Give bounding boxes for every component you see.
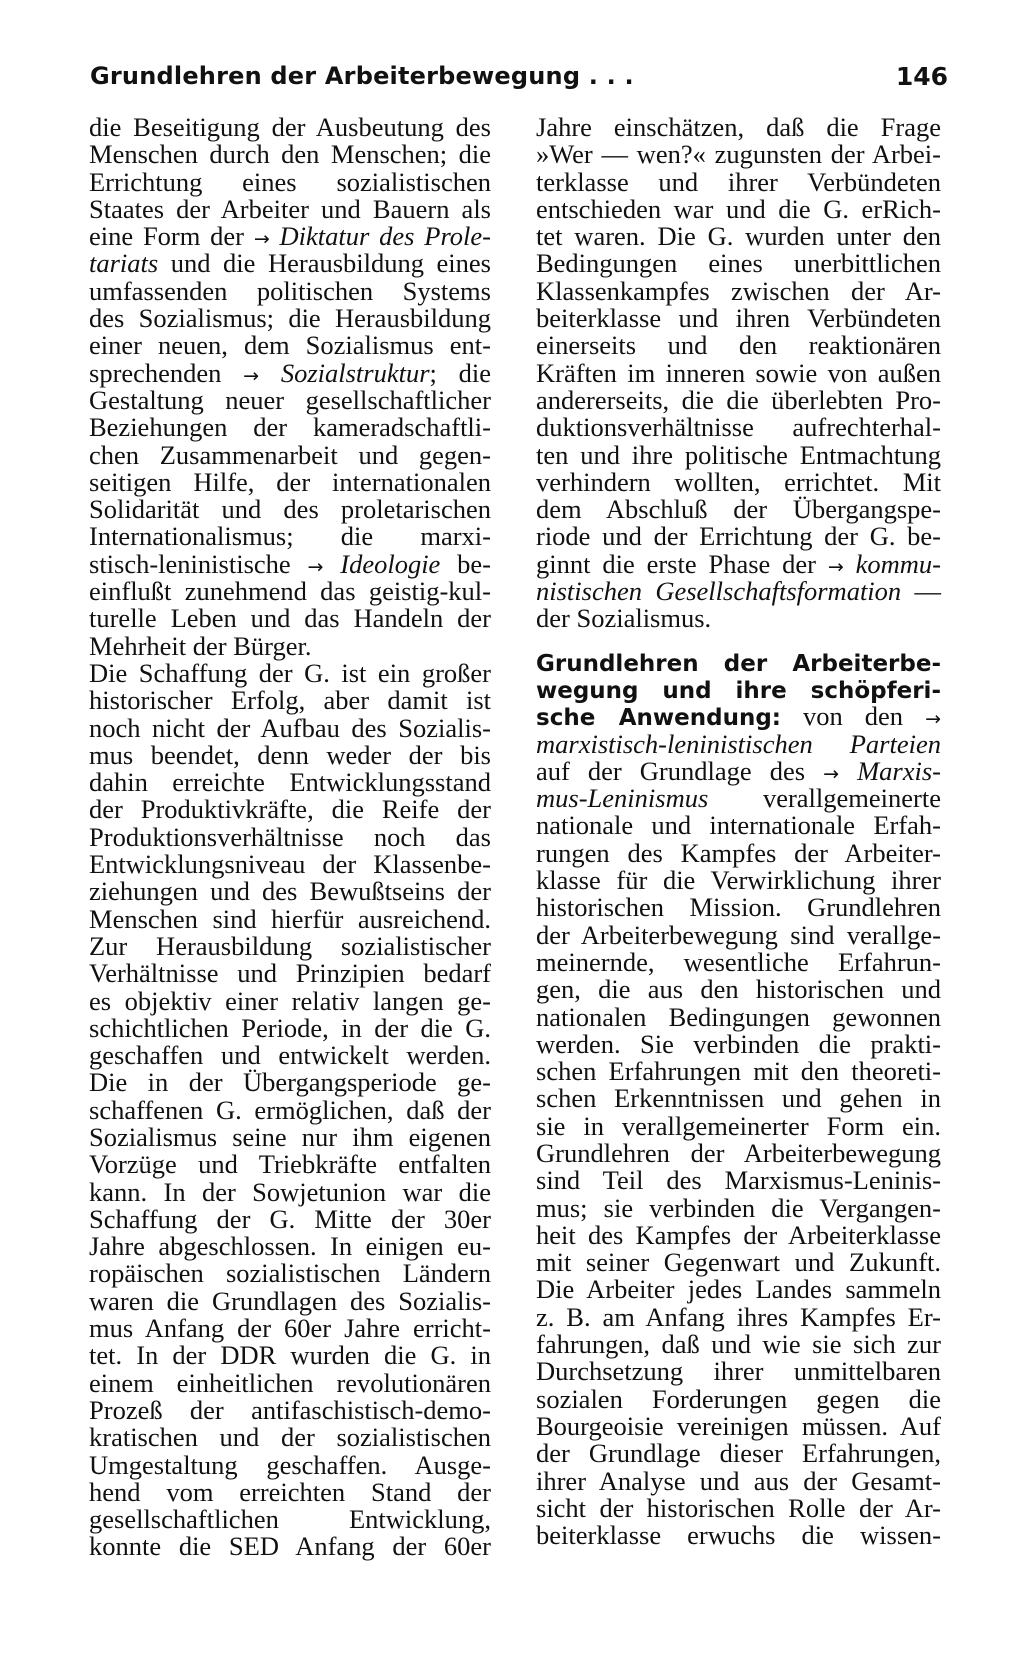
text-line: andererseits, die die überlebten Pro- — [536, 384, 941, 415]
text-line: schen Erkenntnissen und gehen in — [536, 1083, 941, 1114]
cross-reference-arrow-icon: → — [925, 708, 942, 731]
right-column — [536, 114, 941, 1549]
text-fragment: und die Herausbildung eines — [158, 248, 491, 279]
text-line: historischen Mission. Grundlehren — [536, 892, 941, 923]
cross-reference-term[interactable]: marxistisch-leninistischen Parteien — [536, 728, 941, 759]
text-line — [89, 250, 491, 277]
entry-heading-line — [536, 649, 941, 676]
text-line: sozialen Forderungen gegen die — [536, 1383, 941, 1414]
text-fragment: auf der Grundlage des — [536, 755, 824, 786]
text-line: gen, die aus den historischen und — [536, 974, 941, 1005]
text-line: waren die Grundlagen des Sozialis- — [89, 1285, 491, 1316]
text-line: die Beseitigung der Ausbeutung des — [89, 112, 491, 142]
text-line: fahrungen, daß und wie sie sich zur — [536, 1329, 941, 1360]
text-line: Zur Herausbildung sozialistischer — [89, 930, 491, 961]
text-line: rungen des Kampfes der Arbeiter- — [536, 837, 941, 868]
text-line: Die Arbeiter jedes Landes sammeln — [536, 1274, 941, 1305]
text-line: ziehungen und des Bewußtseins der — [89, 876, 491, 907]
text-line: werden. Sie verbinden die prakti- — [536, 1028, 941, 1059]
text-line: kratischen und der sozialistischen — [89, 1422, 491, 1453]
left-column — [89, 114, 491, 1561]
text-line — [536, 755, 941, 786]
text-fragment: ; die — [429, 357, 492, 388]
text-line: duktionsverhältnisse aufrechterhal- — [536, 412, 941, 443]
text-line: Beziehungen der kameradschaftli- — [89, 412, 491, 443]
text-line: Mehrheit der Bürger. — [89, 630, 312, 661]
text-line: einem einheitlichen revolutionären — [89, 1367, 491, 1398]
text-line: Entwicklungsniveau der Klassenbe- — [89, 849, 491, 880]
text-line — [89, 223, 491, 250]
text-line: geschaffen und entwickelt werden. — [89, 1040, 491, 1071]
text-line: der Arbeiterbewegung sind verallge- — [536, 919, 941, 950]
entry-heading: wegung und ihre schöpferi- — [536, 677, 941, 704]
text-line: mus; sie verbinden die Vergangen- — [536, 1192, 941, 1223]
cross-reference-arrow-icon: → — [823, 762, 840, 785]
text-line: mus Anfang der 60er Jahre erricht- — [89, 1313, 491, 1344]
cross-reference-term[interactable]: Ideologie — [340, 548, 441, 579]
text-line: umfassenden politischen Systems — [89, 275, 491, 306]
text-line: Schaffung der G. Mitte der 30er — [89, 1203, 491, 1234]
text-line — [89, 357, 492, 388]
text-line: noch nicht der Aufbau des Sozialis- — [89, 712, 491, 743]
text-line: verhindern wollten, errichtet. Mit — [536, 466, 941, 497]
text-line: Prozeß der antifaschistisch-demo- — [89, 1394, 491, 1425]
text-line: chen Zusammenarbeit und gegen- — [89, 439, 491, 470]
text-fragment: ginnt die erste Phase der — [536, 548, 828, 579]
text-line — [536, 728, 941, 759]
cross-reference-arrow-icon: → — [253, 228, 270, 251]
text-line: Errichtung eines sozialistischen — [89, 166, 491, 197]
text-line: terklasse und ihrer Verbündeten — [536, 166, 941, 197]
cross-reference-term[interactable]: Sozialstruktur — [280, 357, 430, 388]
text-line: schen Erfahrungen mit den theoreti- — [536, 1056, 941, 1087]
text-line: beiterklasse und ihren Verbündeten — [536, 303, 941, 334]
text-line: hend vom erreichten Stand der — [89, 1476, 491, 1507]
text-line: sicht der historischen Rolle der Ar- — [536, 1492, 941, 1523]
text-line: Staates der Arbeiter und Bauern als — [89, 193, 491, 224]
running-head — [90, 62, 948, 102]
cross-reference-arrow-icon: → — [243, 364, 260, 387]
cross-reference-term[interactable]: kommu- — [855, 548, 941, 579]
text-line: einerseits und den reaktionären — [536, 330, 941, 361]
text-line: Bedingungen eines unerbittlichen — [536, 248, 941, 279]
entry-heading-line — [536, 703, 941, 730]
cross-reference-term[interactable]: nistischen Gesellschaftsformation — [536, 576, 902, 607]
text-line: Menschen durch den Menschen; die — [89, 139, 491, 170]
text-line: Kräften im inneren sowie von außen — [536, 357, 941, 388]
text-line: ten und ihre politische Entmachtung — [536, 439, 941, 470]
text-line: konnte die SED Anfang der 60er — [89, 1531, 491, 1562]
text-line: turelle Leben und das Handeln der — [89, 603, 491, 634]
text-fragment: von den — [780, 701, 904, 732]
text-line: historischer Erfolg, aber damit ist — [89, 685, 491, 716]
text-fragment: stisch-leninistische — [89, 548, 308, 579]
text-line — [536, 578, 941, 605]
cross-reference-term[interactable]: tariats — [89, 248, 159, 279]
text-line: mit seiner Gegenwart und Zukunft. — [536, 1247, 941, 1278]
text-line: tet waren. Die G. wurden unter den — [536, 221, 941, 252]
text-line: dahin erreichte Entwicklungsstand — [89, 767, 491, 798]
text-line: Jahre abgeschlossen. In einigen eu- — [89, 1231, 491, 1262]
text-line: riode und der Errichtung der G. be- — [536, 521, 941, 552]
text-fragment: be- — [440, 548, 491, 579]
text-line: klasse für die Verwirklichung ihrer — [536, 865, 941, 896]
text-line: dem Abschluß der Übergangspe- — [536, 494, 941, 525]
text-fragment: sprechenden — [89, 357, 244, 388]
text-line: Klassenkampfes zwischen der Ar- — [536, 275, 941, 306]
text-line: Durchsetzung ihrer unmittelbaren — [536, 1356, 941, 1387]
text-line: des Sozialismus; die Herausbildung — [89, 303, 491, 334]
entry-heading: sche Anwendung: — [536, 705, 781, 732]
cross-reference-term[interactable]: Marxis- — [857, 755, 941, 786]
text-line: Internationalismus; die marxi- — [89, 521, 491, 552]
text-line: entschieden war und die G. erRich- — [536, 193, 941, 224]
text-line: einer neuen, dem Sozialismus ent- — [89, 330, 491, 361]
text-line: Bourgeoisie vereinigen müssen. Auf — [536, 1410, 941, 1441]
text-line: nationale und internationale Erfah- — [536, 810, 941, 841]
text-line — [89, 548, 491, 579]
text-line: gesellschaftlichen Entwicklung, — [89, 1504, 491, 1535]
text-line: z. B. am Anfang ihres Kampfes Er- — [536, 1301, 941, 1332]
running-head-title: Grundlehren der Arbeiterbewegung . . . — [90, 62, 634, 90]
cross-reference-term[interactable]: Diktatur des Prole- — [279, 221, 491, 252]
text-line: Die in der Übergangsperiode ge- — [89, 1067, 491, 1098]
text-line: Menschen sind hierfür ausreichend. — [89, 903, 491, 934]
page-number: 146 — [895, 62, 948, 91]
cross-reference-arrow-icon: → — [827, 555, 844, 578]
text-line: ihrer Analyse und aus der Gesamt- — [536, 1465, 941, 1496]
text-line: der Grundlage dieser Erfahrungen, — [536, 1438, 941, 1469]
text-line: kann. In der Sowjetunion war die — [89, 1176, 491, 1207]
text-line: nationalen Bedingungen gewonnen — [536, 1001, 941, 1032]
text-line: heit des Kampfes der Arbeiterklasse — [536, 1219, 941, 1250]
text-line: Verhältnisse und Prinzipien bedarf — [89, 958, 491, 989]
text-line: tet. In der DDR wurden die G. in — [89, 1340, 491, 1371]
text-line: Sozialismus seine nur ihm eigenen — [89, 1121, 491, 1152]
cross-reference-term[interactable]: mus-Leninismus — [536, 783, 709, 814]
text-fragment: — — [901, 576, 941, 607]
text-line: schichtlichen Periode, in der die G. — [89, 1012, 491, 1043]
text-line: beiterklasse erwuchs die wissen- — [536, 1520, 941, 1551]
text-line: Produktionsverhältnisse noch das — [89, 821, 491, 852]
text-line: Gestaltung neuer gesellschaftlicher — [89, 384, 491, 415]
text-line: der Sozialismus. — [536, 603, 712, 634]
text-line: Jahre einschätzen, daß die Frage — [536, 112, 941, 142]
text-line: Grundlehren der Arbeiterbewegung — [536, 1137, 941, 1168]
text-line: seitigen Hilfe, der internationalen — [89, 466, 491, 497]
text-line: sind Teil des Marxismus-Leninis- — [536, 1165, 941, 1196]
text-fragment: verallgemeinerte — [708, 783, 941, 814]
text-line — [536, 785, 941, 812]
entry-heading: Grundlehren der Arbeiterbe- — [536, 650, 941, 677]
text-line: meinernde, wesentliche Erfahrun- — [536, 946, 941, 977]
cross-reference-arrow-icon: → — [307, 555, 324, 578]
entry-heading-line — [536, 676, 941, 703]
text-line: es objektiv einer relativ langen ge- — [89, 985, 491, 1016]
text-line: Umgestaltung geschaffen. Ausge- — [89, 1449, 491, 1480]
text-line — [536, 548, 941, 579]
text-line: mus beendet, denn weder der bis — [89, 739, 491, 770]
text-fragment: eine Form der — [89, 221, 254, 252]
text-line: »Wer — wen?« zugunsten der Arbei- — [536, 139, 941, 170]
text-line: Die Schaffung der G. ist ein großer — [89, 657, 491, 688]
text-line: schaffenen G. ermöglichen, daß der — [89, 1094, 491, 1125]
text-line: ropäischen sozialistischen Ländern — [89, 1258, 491, 1289]
text-line: Solidarität und des proletarischen — [89, 494, 491, 525]
paragraph-gap — [536, 633, 941, 649]
text-line: der Produktivkräfte, die Reife der — [89, 794, 491, 825]
text-line: einflußt zunehmend das geistig-kul- — [89, 576, 491, 607]
text-line: sie in verallgemeinerter Form ein. — [536, 1110, 941, 1141]
text-line: Vorzüge und Triebkräfte entfalten — [89, 1149, 491, 1180]
